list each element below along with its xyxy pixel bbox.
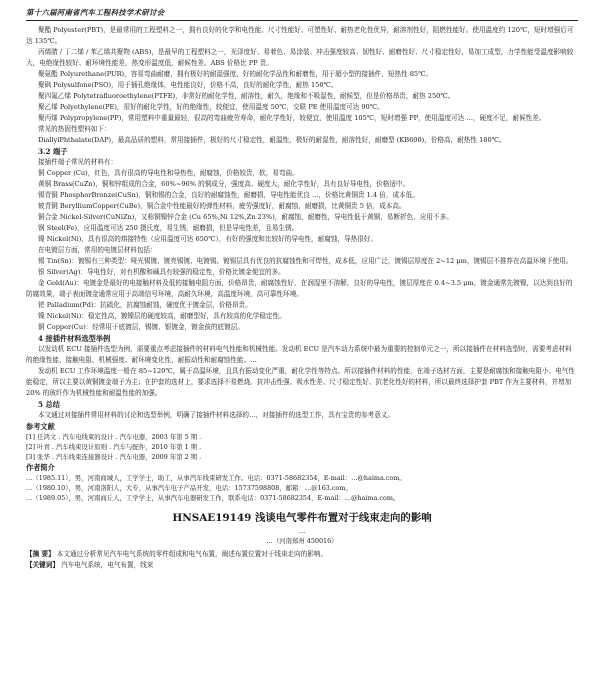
material-paragraph: 聚乙烯 Polyethylene(PE)，很好的耐化学性，好的绝缘性，较便宜，使用温度 50℃，交联 PE 使用温度可达 90℃。 (38, 103, 384, 111)
running-header: 第十六届河南省汽车工程科技学术研讨会 (26, 8, 165, 17)
keywords-text: 汽车电气系统，电气布置，线束 (61, 561, 154, 569)
plating-item: 镍 Nickel(Ni)：稳定性高，镀镍层的硬度较高，耐磨型好，具有较高的化学稳定性。 (38, 312, 286, 320)
section-heading: 5 总结 (38, 400, 60, 409)
body-paragraph: 发动机 ECU 工作环境温度一般在 85~120℃，属于高温环境，且具有振动变化严重，耐化学性等特点。所以接插件材料的性能，在端子选材方面，主要是耐腐蚀和接触电阻小、电气性能稳定，所以主要以黄铜镀金端子为主；在护套的选材上，要求选择不易燃烧、抗冲击性强、吸水性差、尺寸稳定性好、抗老化性好的材料，所以最终选择护套 PBT 作为主要材料，并增加 20% 的玻纤作为机械性能和耐温性能的加强。 (26, 367, 575, 397)
plating-item: 银 Silver(Ag)：导电性好，对有机酸和碱具有较强的稳定性，价格比镀金便宜的多。 (38, 268, 285, 276)
terminal-item: 铜合金 Nickel-Silver(CuNiZn)，又称铜镍锌合金 (Cu 65%,Ni 12%,Zn 23%)，耐腐蚀，耐磨性，导电性低于黄铜，易断折色，应用不多。 (38, 213, 453, 221)
body-paragraph: 以发动机 ECU 接插件选型为例，需要重点考虑接插件的材料电气性能和机械性能。发动机 ECU 是汽车动力系统中最为重要的控制单元之一，所以接插件在材料选型时，需要考虑材料的绝缘性能、接触电阻、机械强度、耐环境变化性、耐振动性和耐腐蚀性能。… (26, 345, 572, 364)
references-list (26, 432, 578, 462)
author-bio: …（1980.10），男，河南洛阳人，大专，从事汽车电子产品开发，电话：15737598808，邮箱：…@163.com。 (26, 484, 352, 492)
plating-intro: 在电镀层方面，常用的电镀层材料包括： (38, 246, 157, 254)
reference-item: [1] 任鸿文 . 汽车电线束的设计 . 汽车电器，2003 年第 5 期 . (26, 433, 202, 441)
material-paragraph: DiallylPhthalate(DAP)，最高品质的塑料，常用接插件，极好的尺寸稳定性，耐温性，极好的耐湿性，耐溶性好，耐磨型 (KB600)，价格高，耐热性 180℃。 (38, 136, 506, 144)
material-paragraph: 常见的热固性塑料如下： (38, 125, 111, 133)
material-paragraph: 聚丙烯 Polypropylene(PP)，常用塑料中重量最轻，很高的弯曲疲劳寿命，耐化学性好，较便宜，使用温度 105℃，短时增强 PP，使用温度可达 …，硬度不足，耐候性差。 (38, 114, 546, 122)
terminal-intro: 接插件端子常见的材料有： (38, 158, 118, 166)
material-paragraph: 丙烯腈 / 丁二烯 / 苯乙烯共聚物 (ABS)，是最早的工程塑料之一，光泽度好、易着色、易涂装、冲击强度较高、韧性好、耐磨性好、尺寸稳定性好，易加工成型，力学性能受温度影响较大，电绝缘性较好、耐环境性能差，热变形温度低，耐候性差。ABS 价格比 PP 贵。 (26, 48, 574, 67)
material-paragraph: 聚砜 Polysulfone(PSO)，用于插孔绝缘体，电性能良好，价格不高，良好的耐化学性，耐热 150℃。 (38, 81, 338, 89)
keywords (26, 560, 578, 571)
terminal-item: 黄铜 Brass(CuZn)，铜和锌组成的合金，60%~96% 的铜成分，强度高、硬度大，耐化学性好，具有良好导电性，价格适中。 (38, 180, 410, 188)
authors-list (26, 473, 578, 503)
terminal-item: 锡青铜 PhosphorBronze(CuSn)，铜和锡的合金，良好的耐腐蚀性，耐磨损，导电性能优良 …，价格比黄铜贵 1.4 倍，成本低。 (38, 191, 419, 199)
terminal-item: 铜 Copper (Cu)，红色，具有很高的导电性和导热性，耐腐蚀，价格较贵，软，易弯曲。 (38, 169, 299, 177)
material-paragraph: 聚氨酯 Polyurethane(PUR)，容易弯曲耐磨，拥有极好的耐湿强度，好的耐化学品性和耐磨性，用于超小型的接插件，短热性 85℃。 (38, 70, 433, 78)
reference-item: [3] 张华 . 汽车线束连接器设计 . 汽车电器，2009 年第 2 期 . (26, 453, 202, 461)
terminal-item: 铍青铜 BerylliumCopper(CuBe)，铜合金中性能最好的弹性材料，疲劳强度好，耐腐蚀，耐磨损，比黄铜贵 5 倍，成本高。 (38, 202, 406, 210)
section-heading: 4 接插件材料选型举例 (38, 334, 111, 343)
paper-affiliation: …（河南郑州 450016） (266, 537, 338, 545)
author-bio: …（1985.11），男，河南商城人，工学学士，助工，从事汽车线束研发工作。电话：0371-58682354，E-mail：…@haima.com。 (26, 474, 406, 482)
abstract (26, 549, 578, 560)
author-bio: …（1989.05），男，河南商丘人，工学学士，从事汽车电器研发工作，联系电话：0371-58682354，E-mail：…@haima.com。 (26, 494, 400, 502)
reference-item: [2] 叶青 . 汽车线束设计原则 . 汽车与配件，2010 年第 1 期 . (26, 443, 202, 451)
section-heading: 3.2 端子 (38, 147, 68, 156)
abstract-label: 【摘 要】 (26, 550, 55, 558)
plating-item: 金 Gold(Au)：电镀金是最好的电接触材料及低的接触电阻方面，价格昂贵，耐腐蚀性好，在润湿里不溶解，良好的导电性，镀层厚度在 0.4~3.5 μm，镀金通常先镀镍，以达到良好的防腐效果，端子表面镀金通常应用于高端信号环境，高耐久环境，高温度环境，高可靠性环境。 (26, 279, 573, 298)
keywords-label: 【关键词】 (26, 561, 59, 569)
terminal-item: 钢 Steel(Fe)，应用温度可达 250 摄氏度，易生锈，耐磨损，但是导电性差，且易生锈。 (38, 224, 299, 232)
paper-title: HNSAE19149 浅谈电气零件布置对于线束走向的影响 (172, 512, 432, 524)
body-paragraph: 本文通过对接插件常用材料的讨论和选型举例，明确了接插件材料选择的…，对接插件的选型工作，具有宝贵的参考意义。 (38, 411, 395, 419)
authors-heading: 作者简介 (26, 463, 55, 472)
header-rule (26, 20, 578, 21)
references-heading: 参考文献 (26, 422, 55, 431)
plating-item: 锡 Tin(Sn)：镀锡有三种类型：哑光锡镀、镀亮锡镀、电镀锡。镀锡层具有优良的抗腐蚀性和可焊性，成本低，应用广泛，镀锡层厚度在 2~12 μm，镀锡层不推荐在高温环境下使用。 (38, 257, 573, 265)
abstract-text: 本文通过分析常见汽车电气系统的零件组成和电气布置，阐述布置位置对于线束走向的影响。 (56, 550, 328, 558)
plating-item: 铜 Copper(Cu)：经常用于底镀层，锡镀、银镀金，镀金前的底镀层。 (38, 323, 244, 331)
material-paragraph: 聚四氟乙烯 Polytetrafluoroethylene(PTFE)，非常好的耐化学性，耐溶性，耐久，绝缘和不吸湿性，耐候型，但是价格昂贵，耐热 250℃。 (38, 92, 455, 100)
material-paragraph: 聚酯 Polyester(PBT)，是最常用的工程塑料之一，拥有良好的化学和电性能、尺寸性能好、可塑性好、耐热老化性优异，耐溶剂性好，阻燃性能好。使用温度约 120℃，短时增强后可达 135℃。 (26, 26, 574, 45)
terminal-item: 镍 Nickel(Ni)，具有很高的熔接特性（应用温度可达 650℃），有好的强度和比较好的导电性，耐腐蚀，导热很好。 (38, 235, 377, 243)
materials-block (26, 25, 578, 146)
paper-authors: … (298, 527, 306, 535)
plating-item: 钯 Palladium(Pd)：抗硫化，抗腐蚀耐蚀，硬度优于镀金层，价格昂贵。 (38, 301, 252, 309)
